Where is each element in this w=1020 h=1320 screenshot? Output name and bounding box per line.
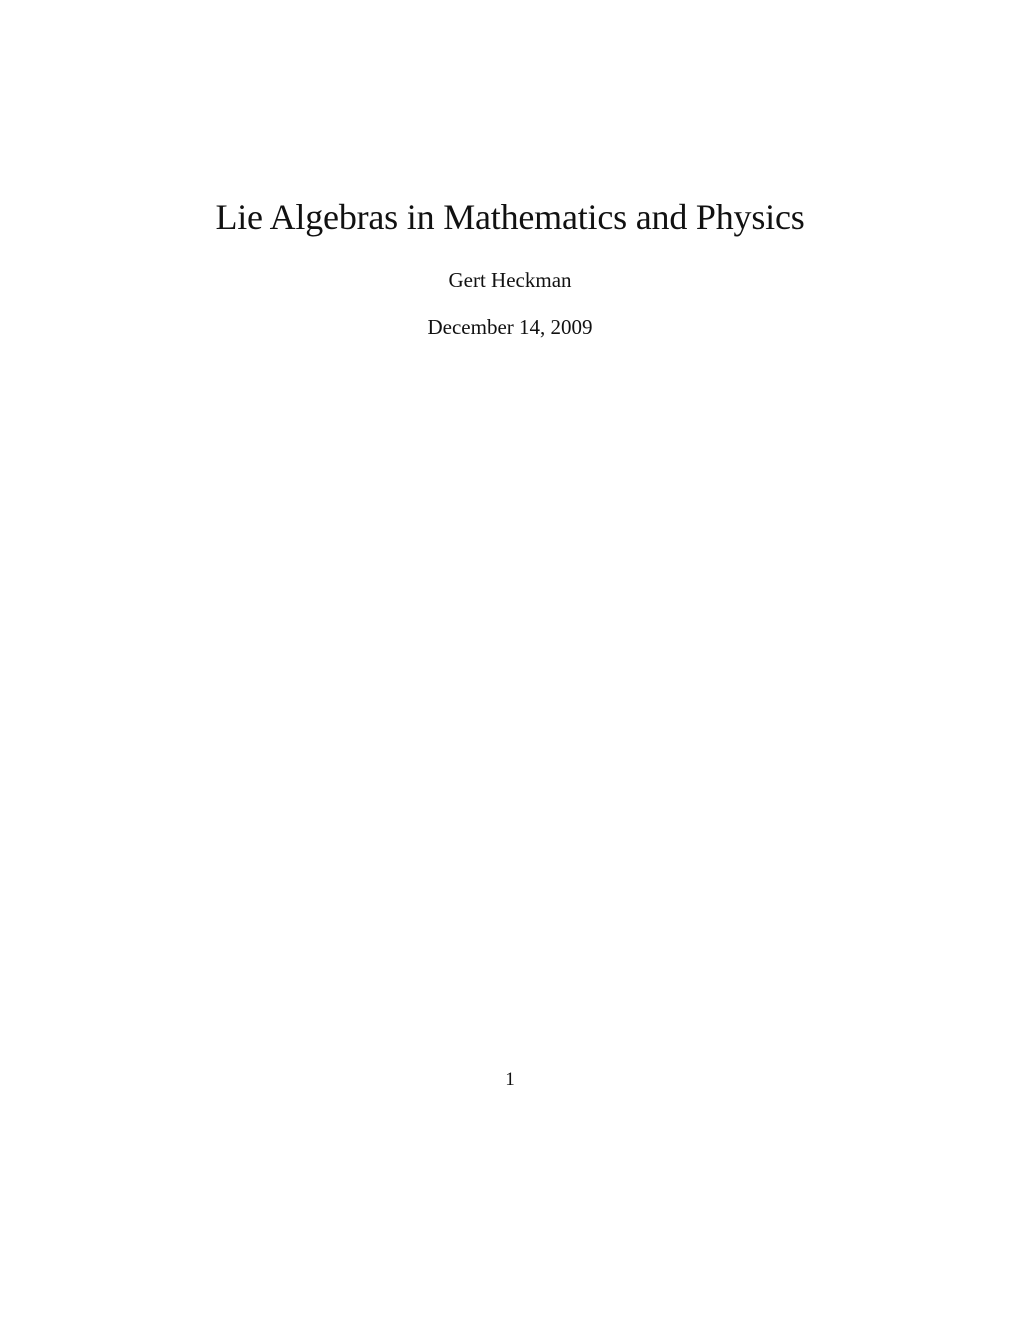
document-title: Lie Algebras in Mathematics and Physics — [215, 197, 805, 237]
document-date: December 14, 2009 — [427, 315, 593, 339]
document-author: Gert Heckman — [448, 268, 572, 292]
page-number: 1 — [505, 1069, 515, 1090]
